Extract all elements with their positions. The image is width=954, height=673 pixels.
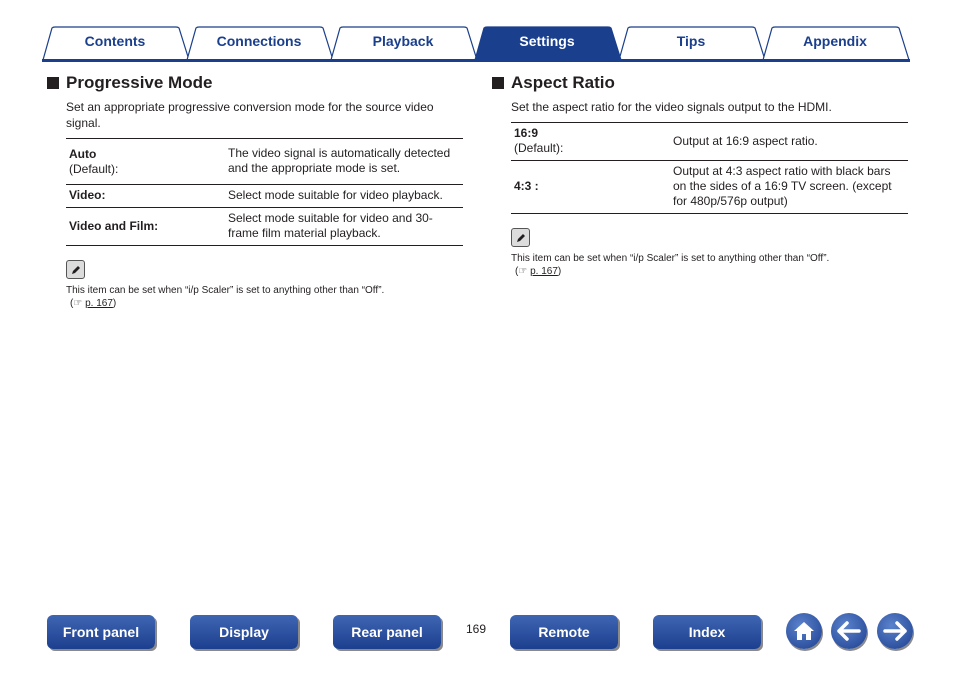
option-value: Output at 16:9 aspect ratio.	[670, 123, 908, 161]
pencil-icon	[66, 260, 85, 279]
option-key: Auto (Default):	[66, 139, 225, 185]
tab-appendix[interactable]: Appendix	[803, 33, 867, 49]
front-panel-button[interactable]: Front panel	[47, 615, 155, 649]
tab-contents[interactable]: Contents	[84, 33, 146, 49]
remote-button[interactable]: Remote	[510, 615, 618, 649]
option-value: Output at 4:3 aspect ratio with black bars on the sides of a 16:9 TV screen. (except for 480p/576p output)	[670, 161, 908, 214]
pointing-hand-icon: ☞	[518, 266, 528, 277]
note-block	[511, 228, 908, 278]
section-heading	[492, 73, 908, 93]
back-button[interactable]	[831, 613, 867, 649]
forward-button[interactable]	[877, 613, 913, 649]
page-reference[interactable]: (☞ p. 167)	[515, 266, 562, 277]
back-arrow-icon	[836, 621, 862, 641]
forward-arrow-icon	[882, 621, 908, 641]
top-tab-bar	[42, 26, 910, 62]
index-button[interactable]: Index	[653, 615, 761, 649]
progressive-mode-description: Set an appropriate progressive conversion mode for the source video signal.	[66, 100, 434, 130]
table-row	[511, 123, 908, 161]
progressive-mode-section	[47, 73, 463, 310]
home-icon	[792, 620, 816, 642]
table-row	[511, 161, 908, 214]
page-reference[interactable]: (☞ p. 167)	[70, 298, 117, 309]
note-block	[66, 260, 463, 310]
option-key: Video:	[66, 185, 225, 208]
aspect-ratio-title: Aspect Ratio	[511, 73, 615, 92]
tab-connections[interactable]: Connections	[216, 33, 302, 49]
tab-baseline	[42, 59, 910, 62]
table-row	[66, 208, 463, 246]
note-text: This item can be set when “i/p Scaler” is set to anything other than “Off”. (☞ p. 167)	[511, 253, 830, 277]
tab-settings[interactable]: Settings	[519, 33, 575, 49]
table-row	[66, 185, 463, 208]
option-key: 4:3 :	[511, 161, 670, 214]
pencil-icon	[511, 228, 530, 247]
tab-tips[interactable]: Tips	[676, 33, 706, 49]
note-text: This item can be set when “i/p Scaler” is set to anything other than “Off”. (☞ p. 167)	[66, 285, 385, 309]
option-value: Select mode suitable for video and 30-frame film material playback.	[225, 208, 463, 246]
pointing-hand-icon: ☞	[73, 298, 83, 309]
section-heading	[47, 73, 463, 93]
progressive-mode-title: Progressive Mode	[66, 73, 213, 92]
aspect-ratio-table	[511, 122, 908, 214]
option-key: 16:9 (Default):	[511, 123, 670, 161]
aspect-ratio-section	[492, 73, 908, 278]
aspect-ratio-description: Set the aspect ratio for the video signals output to the HDMI.	[511, 100, 832, 114]
page-number: 169	[466, 622, 487, 636]
tab-playback[interactable]: Playback	[372, 33, 434, 49]
option-value: Select mode suitable for video playback.	[225, 185, 463, 208]
option-value: The video signal is automatically detected and the appropriate mode is set.	[225, 139, 463, 185]
progressive-mode-table	[66, 138, 463, 246]
heading-square-icon	[492, 77, 504, 89]
heading-square-icon	[47, 77, 59, 89]
rear-panel-button[interactable]: Rear panel	[333, 615, 441, 649]
option-key: Video and Film:	[66, 208, 225, 246]
display-button[interactable]: Display	[190, 615, 298, 649]
table-row	[66, 139, 463, 185]
home-button[interactable]	[786, 613, 822, 649]
